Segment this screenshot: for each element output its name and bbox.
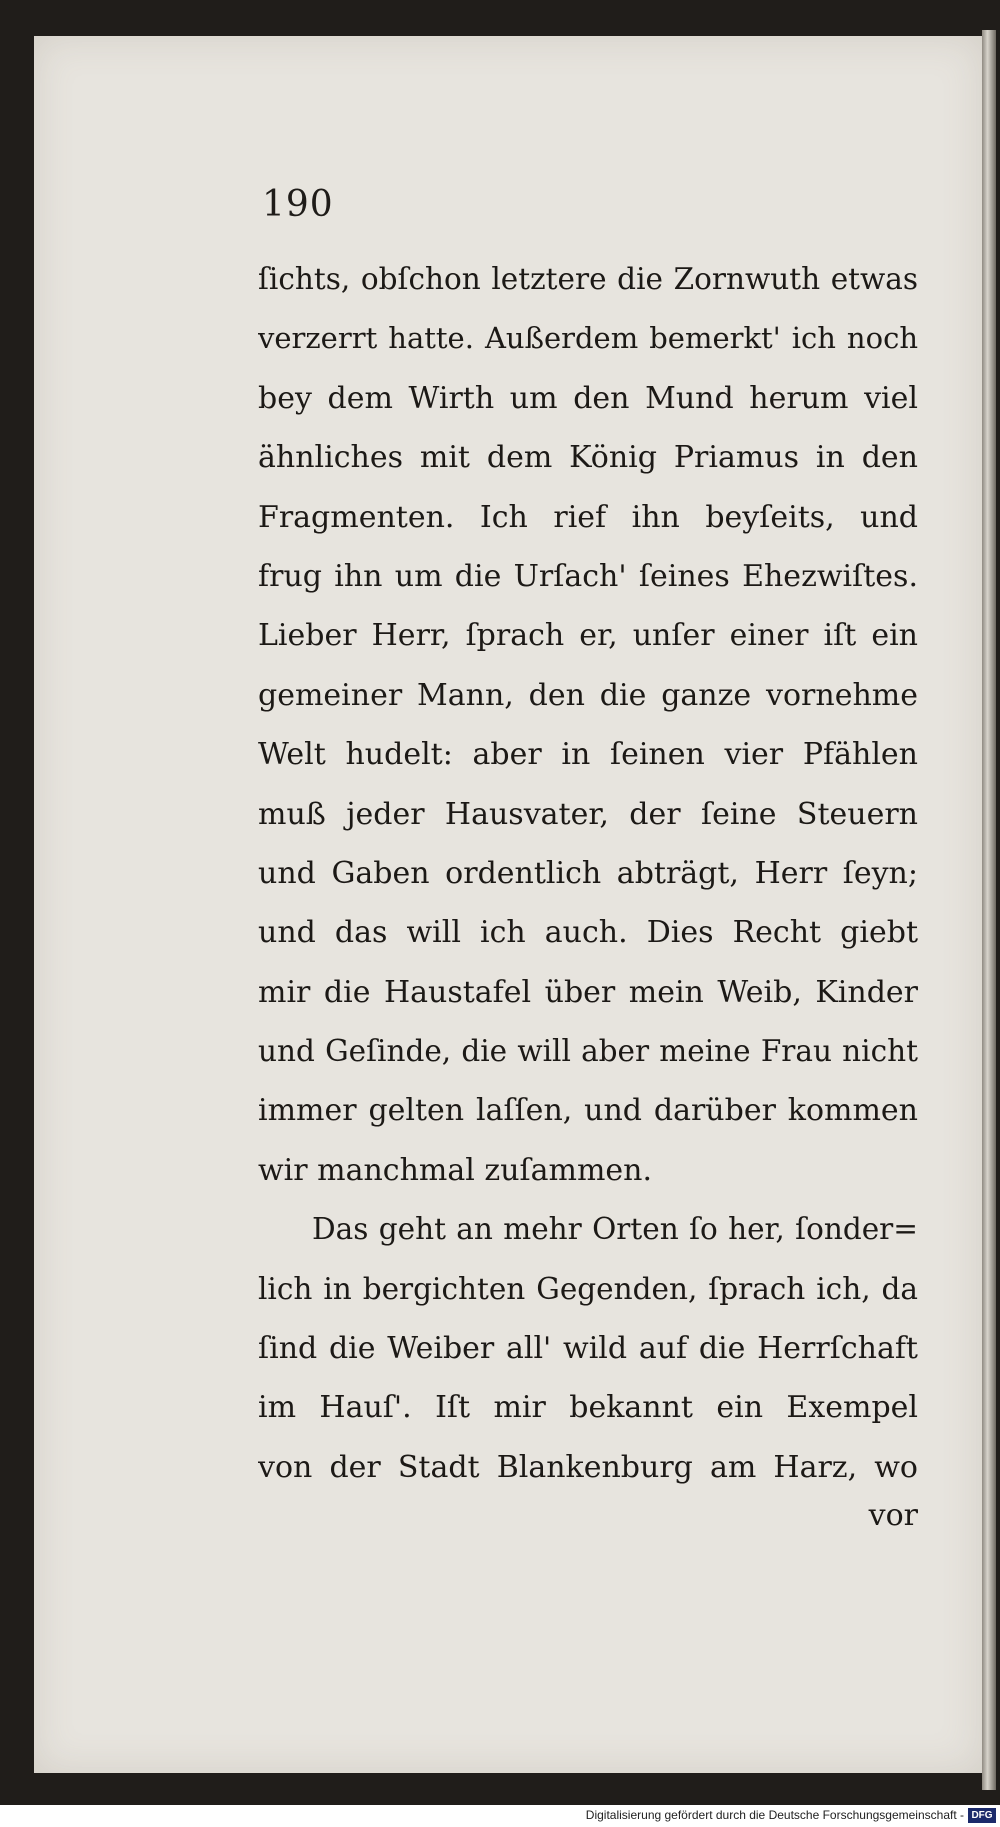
text-line: von der Stadt Blankenburg am Harz, wo [258, 1449, 918, 1485]
text-line: wir manchmal zuſammen. [258, 1152, 653, 1188]
text-line: immer gelten laſſen, und darüber kommen [258, 1093, 918, 1129]
text-line: und Gaben ordentlich abträgt, Herr ſeyn; [258, 855, 918, 891]
text-line: ſind die Weiber all' wild auf die Herrſchaft [258, 1331, 918, 1367]
text-line: Fragmenten. Ich rief ihn beyſeits, und [258, 499, 918, 535]
text-line: gemeiner Mann, den die ganze vornehme [258, 677, 918, 713]
text-line: ſichts, obſchon letztere die Zornwuth etwas [258, 262, 918, 296]
page-number: 190 [262, 184, 334, 225]
text-line: lich in bergichten Gegenden, ſprach ich, da [258, 1271, 918, 1306]
text-line: Lieber Herr, ſprach er, unſer einer iſt ein [258, 618, 918, 654]
footer-bar [0, 1805, 1000, 1827]
text-line: bey dem Wirth um den Mund herum viel [258, 380, 918, 416]
text-line: mir die Haustafel über mein Weib, Kinder [258, 974, 918, 1010]
body-text [258, 250, 918, 1497]
text-line: frug ihn um die Urſach' ſeines Ehezwiſtes. [258, 558, 918, 594]
text-line: im Hauſ'. Iſt mir bekannt ein Exempel [258, 1390, 918, 1426]
text-line: und Geſinde, die will aber meine Frau nicht [258, 1034, 918, 1069]
text-line: verzerrt hatte. Außerdem bemerkt' ich noch [258, 321, 918, 356]
book-edge [982, 30, 996, 1790]
text-line: Das geht an mehr Orten ſo her, ſonder= [312, 1212, 918, 1247]
funding-notice: Digitalisierung gefördert durch die Deutsche Forschungsgemeinschaft - [585, 1808, 964, 1822]
text-line: und das will ich auch. Dies Recht giebt [258, 915, 918, 951]
catchword: vor [868, 1498, 918, 1533]
text-line: muß jeder Hausvater, der ſeine Steuern [258, 796, 918, 832]
text-line: Welt hudelt: aber in ſeinen vier Pfählen [258, 737, 918, 773]
text-line: ähnliches mit dem König Priamus in den [258, 440, 918, 476]
dfg-logo: DFG [968, 1808, 996, 1823]
